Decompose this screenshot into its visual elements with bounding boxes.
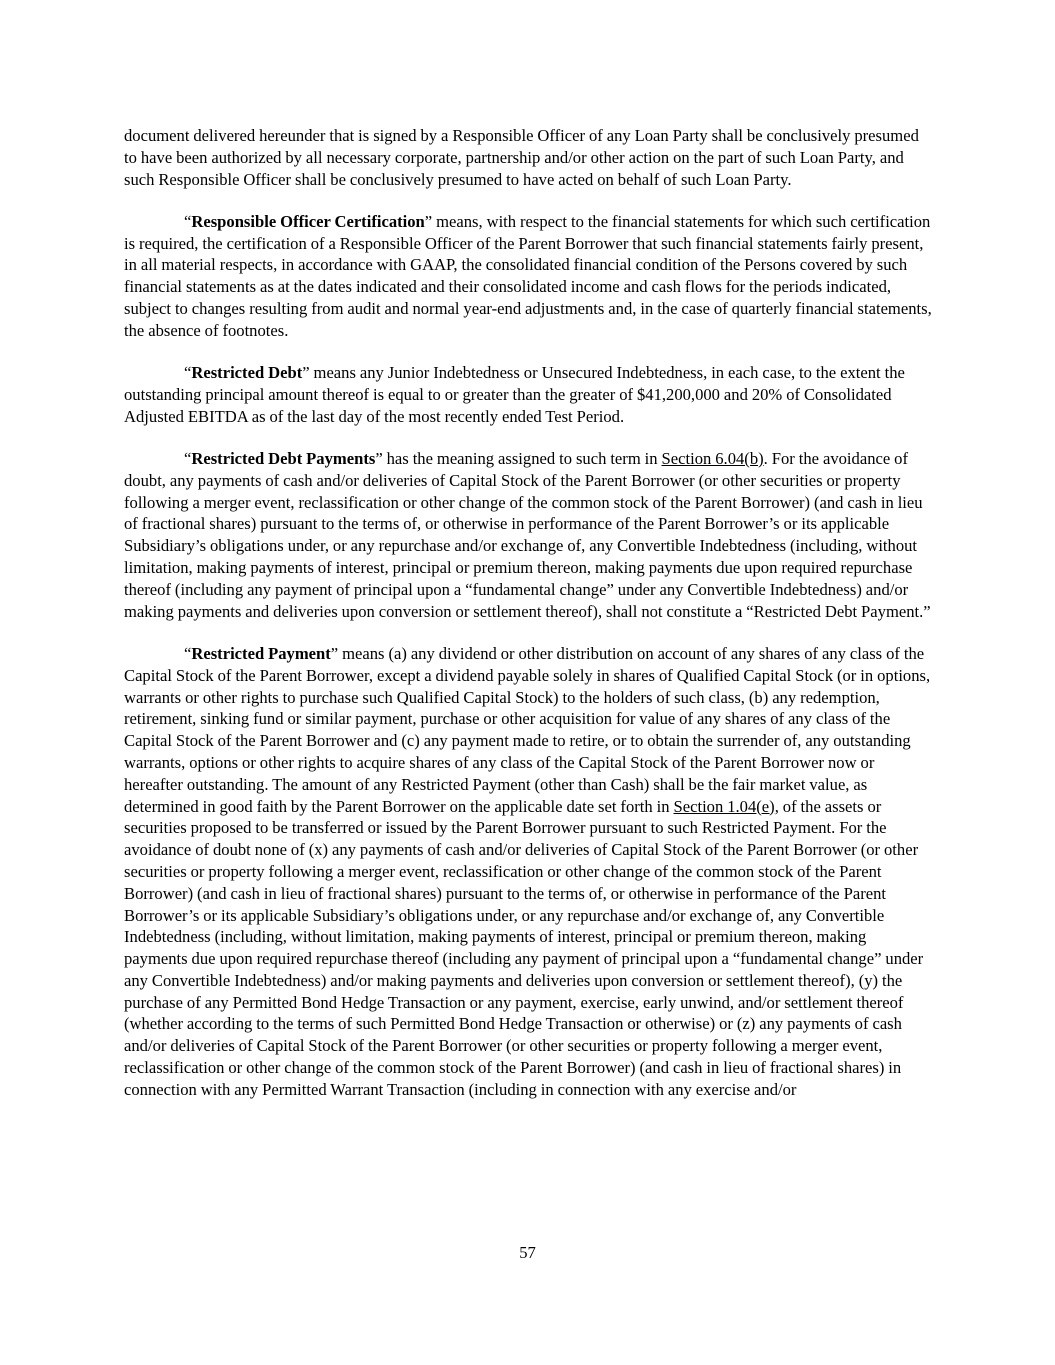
defined-term: Restricted Debt xyxy=(191,363,303,383)
page-number: 57 xyxy=(519,1243,536,1262)
definition-responsible-officer-certification xyxy=(124,211,932,342)
definition-body: ” means any Junior Indebtedness or Unsecured Indebtedness, in each case, to the extent the outstanding principal amount thereof is equal to or greater than the greater of $41,200,000 and 20% of Consolidated Adjusted EBITDA as of the last day of the most recently ended Test Period. xyxy=(124,363,905,426)
open-quote: “ xyxy=(184,363,192,383)
open-quote: “ xyxy=(184,643,192,663)
definition-body-after-ref: , of the assets or securities proposed to be transferred or issued by the Parent Borrower pursuant to such Restricted Payment. For the avoidance of doubt none of (x) any payments of cash and/or deliveries of Capital Stock of the Parent Borrower (or other securities or property following a merger event, reclassification or other change of the common stock of the Parent Borrower) (and cash in lieu of fractional shares) pursuant to the terms of, or otherwise in performance of the Parent Borrower’s or its applicable Subsidiary’s obligations under, or any repurchase and/or exchange of, any Convertible Indebtedness (including, without limitation, making payments of interest, principal or premium thereon, making payments due upon required repurchase thereof (including any payment of principal upon a “fundamental change” under any Convertible Indebtedness) and/or making payments and deliveries upon conversion or settlement thereof), (y) the purchase of any Permitted Bond Hedge Transaction or any payment, exercise, early unwind, and/or settlement thereof (whether according to the terms of such Permitted Bond Hedge Transaction or otherwise) or (z) any payments of cash and/or deliveries of Capital Stock of the Parent Borrower (or other securities or property following a merger event, reclassification or other change of the common stock of the Parent Borrower) (and cash in lieu of fractional shares) in connection with any Permitted Warrant Transaction (including in connection with any exercise and/or xyxy=(124,796,924,1099)
defined-term: Responsible Officer Certification xyxy=(191,211,425,231)
section-reference-link[interactable]: Section 1.04(e) xyxy=(673,796,775,816)
continuation-paragraph: document delivered hereunder that is signed by a Responsible Officer of any Loan Party shall be conclusively presumed to have been authorized by all necessary corporate, partnership and/or other action on the part of such Loan Party, and such Responsible Officer shall be conclusively presumed to have acted on behalf of such Loan Party. xyxy=(124,126,919,189)
definition-body-before-ref: ” means (a) any dividend or other distribution on account of any shares of any class of the Capital Stock of the Parent Borrower, except a dividend payable solely in shares of Qualified Capital Stock (or in options, warrants or other rights to purchase such Qualified Capital Stock) to the holders of such class, (b) any redemption, retirement, sinking fund or similar payment, purchase or other acquisition for value of any shares of any class of the Capital Stock of the Parent Borrower and (c) any payment made to retire, or to obtain the surrender of, any outstanding warrants, options or other rights to acquire shares of any class of the Capital Stock of the Parent Borrower now or hereafter outstanding. The amount of any Restricted Payment (other than Cash) shall be the fair market value, as determined in good faith by the Parent Borrower on the applicable date set forth in xyxy=(124,643,931,816)
definition-body: ” means, with respect to the financial statements for which such certification is required, the certification of a Responsible Officer of the Parent Borrower that such financial statements fairly present, in all material respects, in accordance with GAAP, the consolidated financial condition of the Persons covered by such financial statements as at the dates indicated and their consolidated income and cash flows for the periods indicated, subject to changes resulting from audit and normal year-end adjustments and, in the case of quarterly financial statements, the absence of footnotes. xyxy=(124,211,932,340)
defined-term: Restricted Payment xyxy=(191,643,331,663)
document-page xyxy=(124,125,932,1121)
definition-restricted-debt-payments xyxy=(124,448,932,622)
open-quote: “ xyxy=(184,449,192,469)
definition-body-before-ref: ” has the meaning assigned to such term in xyxy=(375,449,662,469)
definition-restricted-debt xyxy=(124,362,932,427)
open-quote: “ xyxy=(184,211,192,231)
section-reference-link[interactable]: Section 6.04(b) xyxy=(661,449,764,469)
definition-body-after-ref: . For the avoidance of doubt, any payments of cash and/or deliveries of Capital Stock of the Parent Borrower (or other securities or property following a merger event, reclassification or other change of the common stock of the Parent Borrower) (and cash in lieu of fractional shares) pursuant to the terms of, or otherwise in performance of the Parent Borrower’s or its applicable Subsidiary’s obligations under, or any repurchase and/or exchange of, any Convertible Indebtedness (including, without limitation, making payments of interest, principal or premium thereon, making payments due upon required repurchase thereof (including any payment of principal upon a “fundamental change” under any Convertible Indebtedness) and/or making payments and deliveries upon conversion or settlement thereof), shall not constitute a “Restricted Debt Payment.” xyxy=(124,449,931,621)
definition-restricted-payment xyxy=(124,643,932,1101)
defined-term: Restricted Debt Payments xyxy=(191,449,376,469)
